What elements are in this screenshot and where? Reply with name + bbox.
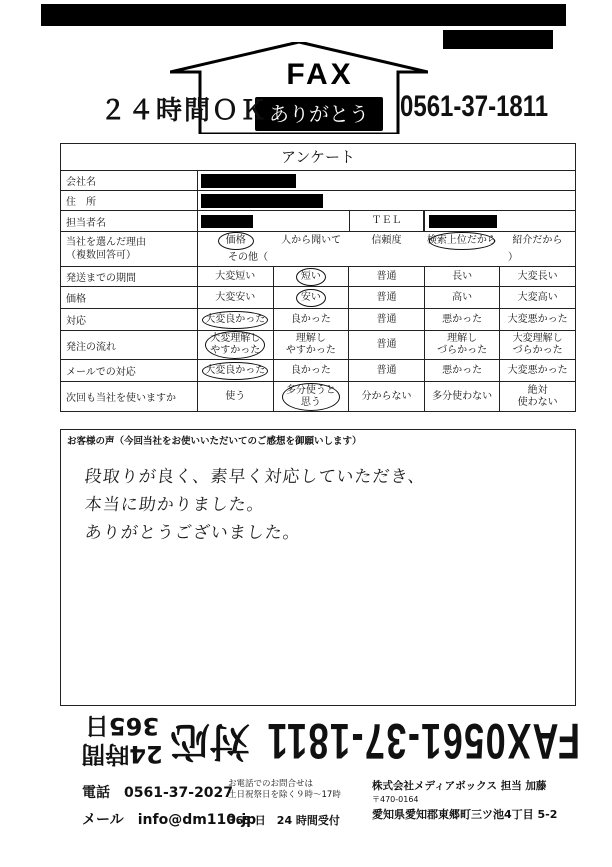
- rating-option[interactable]: 大変悪かった: [507, 364, 568, 376]
- answer-circle-mark: [296, 289, 326, 307]
- answer-circle-mark: [296, 268, 326, 286]
- reason-option[interactable]: 信頼度: [371, 235, 402, 246]
- rating-rows: [61, 267, 575, 411]
- answer-circle-mark: [202, 311, 268, 329]
- answer-circle-mark: [205, 331, 265, 359]
- reason-option[interactable]: 価格: [198, 232, 273, 250]
- footer-note-2: 土日祝祭日を除く９時～17時: [228, 790, 341, 800]
- rating-option[interactable]: 大変長い: [517, 270, 558, 282]
- reason-label-main: 当社を選んだ理由: [66, 237, 146, 248]
- address-field[interactable]: [198, 191, 575, 210]
- reason-other[interactable]: その他（ ）: [228, 252, 518, 263]
- contact-label: 担当者名: [61, 211, 198, 231]
- rating-option[interactable]: 大変安い: [198, 287, 274, 308]
- company-label: 会社名: [61, 171, 198, 190]
- reason-option[interactable]: 検索上位だから: [424, 232, 499, 250]
- redacted-address: [201, 194, 323, 208]
- redacted-tel: [429, 215, 497, 228]
- redacted-header-block: [443, 30, 553, 49]
- footer-hours: 365 日 24 時間受付: [228, 814, 340, 827]
- rating-row: [61, 360, 575, 382]
- rating-row-label: 発注の流れ: [61, 331, 198, 359]
- rating-row-label: メールでの対応: [61, 360, 198, 381]
- footer-note: [228, 779, 341, 826]
- rating-option[interactable]: 分からない: [349, 382, 425, 411]
- redacted-company: [201, 174, 296, 188]
- rating-option[interactable]: 大変理解し づらかった: [512, 333, 563, 356]
- rating-option[interactable]: 普通: [349, 267, 425, 286]
- footer-phone[interactable]: 電話 0561-37-2027: [82, 785, 234, 801]
- footer-note-1: お電話でのお問合せは: [228, 779, 314, 789]
- rating-option[interactable]: 安い: [274, 287, 350, 308]
- address-label: 住 所: [61, 191, 198, 210]
- footer-company-name: 株式会社メディアボックス 担当 加藤: [372, 780, 547, 792]
- rating-option[interactable]: 大変良かった: [198, 309, 274, 330]
- rating-row-label: 対応: [61, 309, 198, 330]
- rating-options: [198, 267, 575, 286]
- rating-row: [61, 331, 575, 360]
- answer-circle-mark: [202, 362, 268, 380]
- contact-field[interactable]: [198, 211, 350, 231]
- rating-options: [198, 382, 575, 411]
- rating-row-label: 発送までの期間: [61, 267, 198, 286]
- rating-options: [198, 287, 575, 308]
- rating-row: [61, 382, 575, 411]
- redacted-contact: [201, 215, 253, 228]
- rating-option[interactable]: 絶対 使わない: [517, 384, 558, 408]
- rating-option[interactable]: 大変理解し やすかった: [198, 331, 274, 359]
- answer-circle-mark: [282, 383, 340, 411]
- rating-row: [61, 287, 575, 309]
- voice-line: 本当に助かりました。: [83, 495, 266, 515]
- rating-option[interactable]: 良かった: [274, 360, 350, 381]
- reason-option[interactable]: 人から聞いて: [281, 235, 342, 246]
- rating-option[interactable]: 普通: [349, 331, 425, 359]
- rating-option[interactable]: 使う: [198, 382, 274, 411]
- rating-option[interactable]: 多分使うと 思う: [274, 382, 350, 411]
- footer-zip: 〒470-0164: [372, 795, 419, 804]
- address-row: [61, 191, 575, 211]
- hours-label: ２４時間ＯＫ: [100, 96, 269, 126]
- rating-option[interactable]: 理解し やすかった: [274, 331, 350, 359]
- rating-options: [198, 309, 575, 330]
- tel-field[interactable]: [424, 211, 575, 231]
- fax-number: 0561-37-1811: [400, 90, 549, 123]
- rating-row-label: 次回も当社を使いますか: [61, 382, 198, 411]
- fax-label: FAX: [286, 58, 354, 91]
- company-field[interactable]: [198, 171, 575, 190]
- voice-line: 段取りが良く、素早く対応していただき、: [83, 467, 427, 487]
- mirrored-hours-2: 365日: [84, 712, 160, 740]
- reason-options-line: [198, 232, 575, 250]
- tel-label: ＴＥＬ: [350, 211, 424, 231]
- mirrored-hours: [76, 712, 168, 768]
- reason-options: [198, 232, 575, 266]
- reason-row: [61, 232, 575, 267]
- rating-option[interactable]: 普通: [349, 287, 425, 308]
- customer-voice-box[interactable]: [60, 429, 576, 706]
- rating-option[interactable]: 悪かった: [425, 309, 501, 330]
- rating-option[interactable]: 大変悪かった: [507, 313, 568, 325]
- voice-line: ありがとうございました。: [83, 523, 302, 543]
- answer-circle-mark: [429, 232, 495, 250]
- rating-options: [198, 331, 575, 359]
- mirrored-support: 対応: [170, 718, 250, 764]
- rating-option[interactable]: 大変短い: [198, 267, 274, 286]
- thanks-label: ありがとう: [255, 97, 383, 131]
- rating-row: [61, 309, 575, 331]
- rating-option[interactable]: 多分使わない: [425, 382, 501, 411]
- rating-option[interactable]: 長い: [425, 267, 501, 286]
- rating-option[interactable]: 普通: [349, 309, 425, 330]
- reason-option[interactable]: 紹介だから: [512, 235, 563, 246]
- rating-option[interactable]: 悪かった: [425, 360, 501, 381]
- voice-title: お客様の声（今回当社をお使いいただいてのご感想を御願いします）: [67, 436, 362, 447]
- contact-row: [61, 211, 575, 232]
- mirrored-hours-1: 24時間: [81, 740, 163, 768]
- survey-form: [60, 143, 576, 412]
- rating-options: [198, 360, 575, 381]
- survey-title: アンケート: [61, 144, 575, 171]
- mirrored-fax-number: FAX0561-37-1811: [266, 713, 580, 769]
- reason-label: [61, 232, 198, 266]
- rating-row: [61, 267, 575, 287]
- company-row: [61, 171, 575, 191]
- mirrored-fax-band: [70, 712, 580, 772]
- rating-option[interactable]: 良かった: [274, 309, 350, 330]
- reason-label-sub: （複数回答可）: [66, 250, 136, 261]
- rating-option[interactable]: 大変高い: [517, 291, 558, 303]
- rating-option[interactable]: 普通: [349, 360, 425, 381]
- footer-company: [372, 780, 557, 821]
- footer-address: 愛知県愛知郡東郷町三ツ池4丁目 5-2: [372, 808, 558, 821]
- rating-option[interactable]: 理解し づらかった: [425, 331, 501, 359]
- rating-option[interactable]: 高い: [425, 287, 501, 308]
- answer-circle-mark: [218, 232, 254, 250]
- rating-option[interactable]: 短い: [274, 267, 350, 286]
- redacted-header-bar: [41, 4, 566, 26]
- rating-option[interactable]: 大変良かった: [198, 360, 274, 381]
- footer-mail[interactable]: メール info@dm110.jp: [82, 812, 257, 828]
- rating-row-label: 価格: [61, 287, 198, 308]
